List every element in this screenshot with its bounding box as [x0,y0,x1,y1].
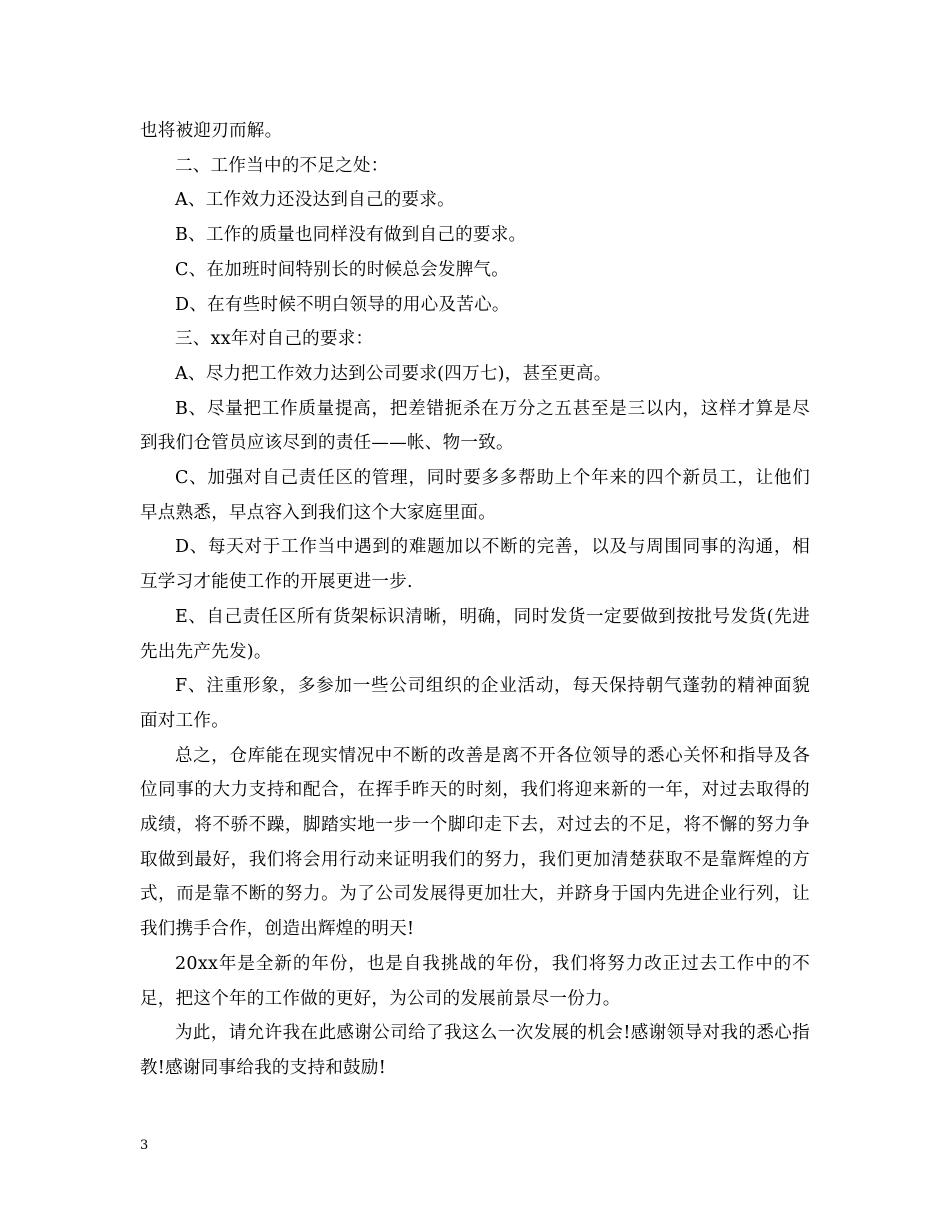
summary-paragraph: 总之，仓库能在现实情况中不断的改善是离不开各位领导的悉心关怀和指导及各位同事的大力支持和配合，在挥手昨天的时刻，我们将迎来新的一年，对过去取得的成绩，将不骄不躁，脚踏实地一步一个脚印走下去，对过去的不足，将不懈的努力争取做到最好，我们将会用行动来证明我们的努力，我们更加清楚获取不是靠辉煌的方式，而是靠不断的努力。为了公司发展得更加壮大，并跻身于国内先进企业行列，让我们携手合作，创造出辉煌的明天! [140,745,810,940]
list-item: A、工作效力还没达到自己的要求。 [175,190,455,211]
list-item: B、工作的质量也同样没有做到自己的要求。 [175,225,527,246]
paragraph: 也将被迎刃而解。 [140,121,283,141]
list-item: D、每天对于工作当中遇到的难题加以不断的完善，以及与周围同事的沟通，相互学习才能使工作的开展更进一步. [140,537,810,593]
list-item: B、尽量把工作质量提高，把差错扼杀在万分之五甚至是三以内，这样才算是尽到我们仓管员应该尽到的责任——帐、物一致。 [140,398,810,454]
list-item: F、注重形象，多参加一些公司组织的企业活动，每天保持朝气蓬勃的精神面貌面对工作。 [140,676,810,731]
section-heading-shortcomings: 二、工作当中的不足之处： [175,155,389,176]
paragraph: 20xx年是全新的年份，也是自我挑战的年份，我们将努力改正过去工作中的不足，把这个年的工作做的更好，为公司的发展前景尽一份力。 [140,953,810,1009]
page-number: 3 [140,1138,149,1153]
document-body [140,114,810,1086]
list-item: D、在有些时候不明白领导的用心及苦心。 [175,294,510,315]
list-item: E、自己责任区所有货架标识清晰，明确，同时发货一定要做到按批号发货(先进先出先产先发)。 [140,606,810,662]
list-item: A、尽力把工作效力达到公司要求(四万七)，甚至更高。 [175,363,612,384]
list-item: C、在加班时间特别长的时候总会发脾气。 [175,259,510,280]
closing-paragraph: 为此，请允许我在此感谢公司给了我这么一次发展的机会!感谢领导对我的悉心指教!感谢同事给我的支持和鼓励! [140,1023,810,1078]
list-item: C、加强对自己责任区的管理，同时要多多帮助上个年来的四个新员工，让他们早点熟悉，早点容入到我们这个大家庭里面。 [140,468,810,523]
section-heading-requirements: 三、xx年对自己的要求： [175,329,374,350]
